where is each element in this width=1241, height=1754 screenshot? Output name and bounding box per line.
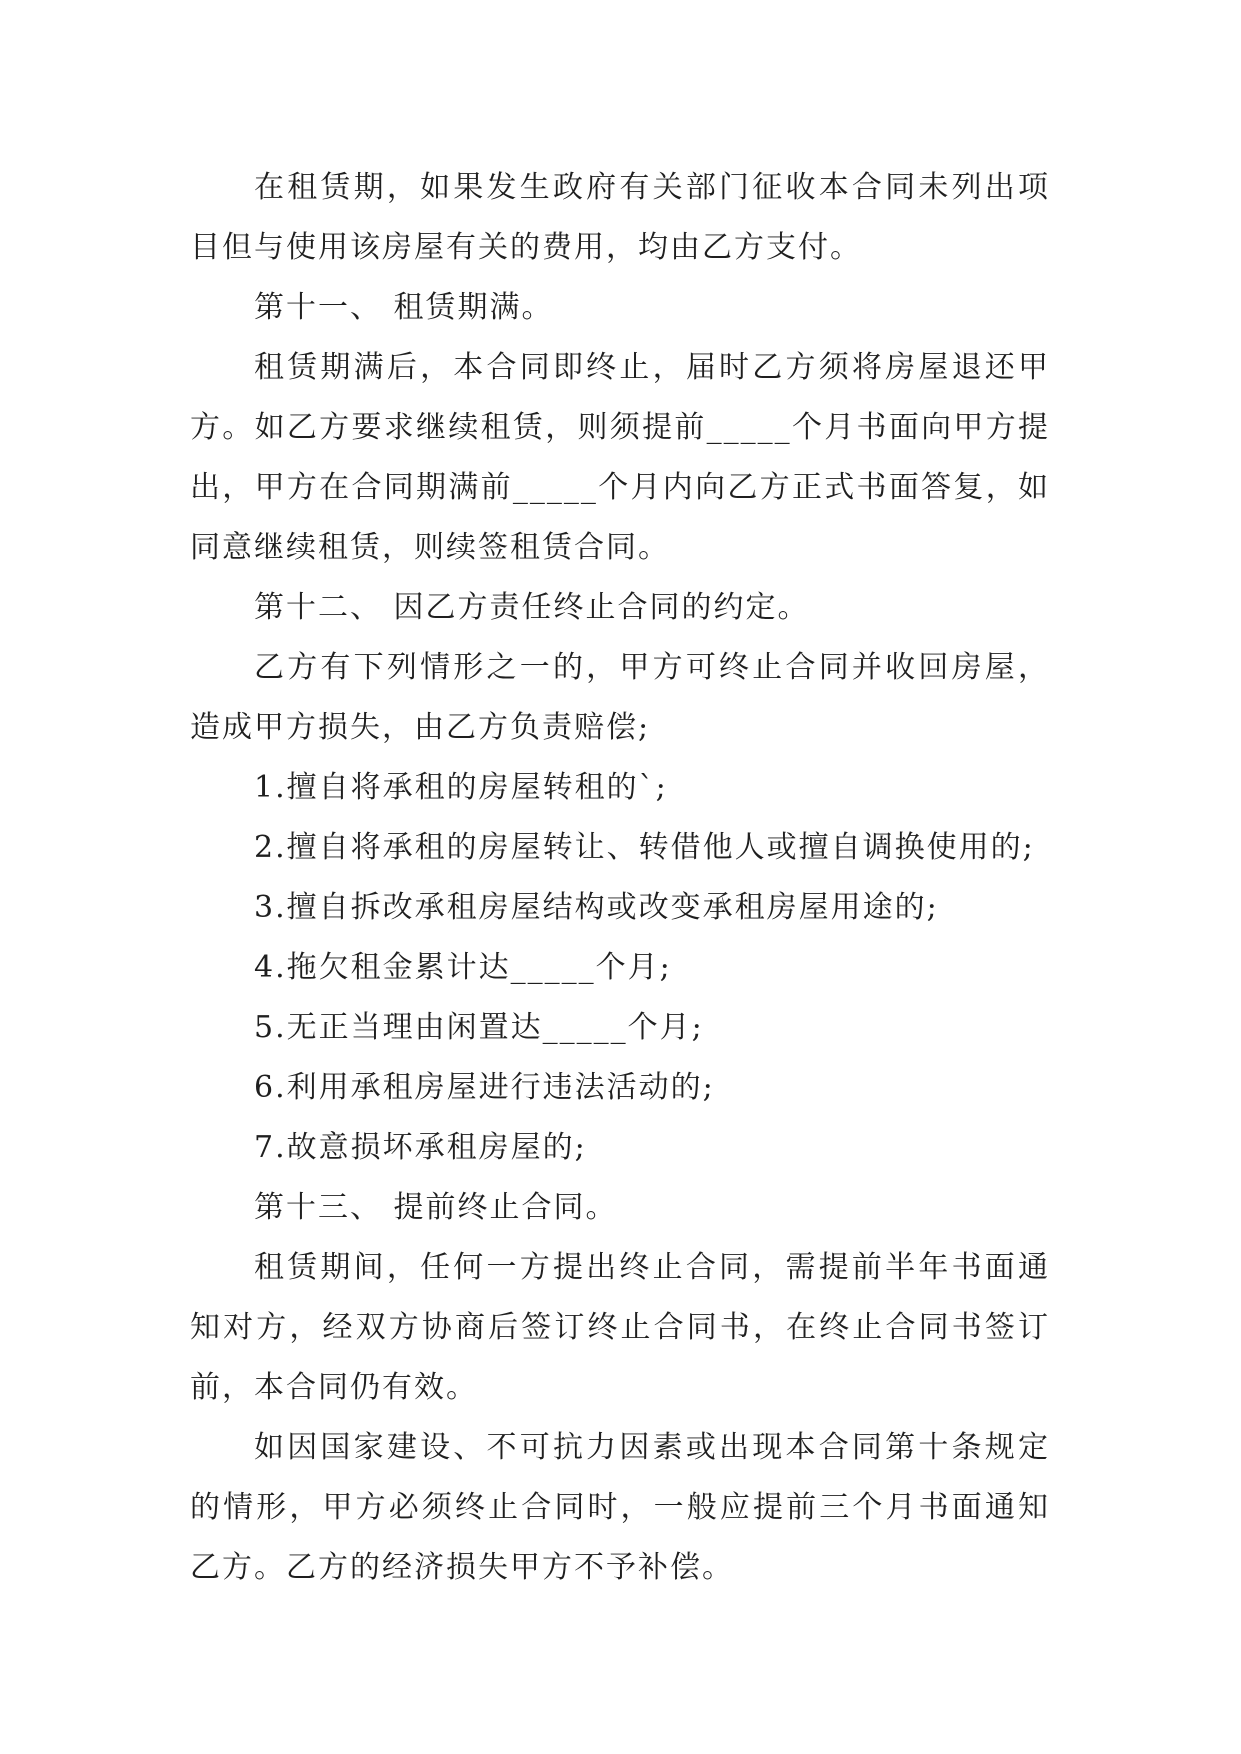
paragraph: 租赁期间，任何一方提出终止合同，需提前半年书面通知对方，经双方协商后签订终止合同书，在终止合同书签订前，本合同仍有效。 (190, 1250, 1050, 1405)
list-item: 6.利用承租房屋进行违法活动的; (254, 1070, 715, 1105)
list-item: 5.无正当理由闲置达_____个月; (254, 1010, 704, 1045)
paragraph: 如因国家建设、不可抗力因素或出现本合同第十条规定的情形，甲方必须终止合同时，一般应提前三个月书面通知乙方。乙方的经济损失甲方不予补偿。 (190, 1430, 1050, 1585)
list-item: 1.擅自将承租的房屋转租的`; (254, 770, 668, 805)
list-item: 4.拖欠租金累计达_____个月; (254, 950, 672, 985)
paragraph: 租赁期满后，本合同即终止，届时乙方须将房屋退还甲方。如乙方要求继续租赁，则须提前_____个月书面向甲方提出，甲方在合同期满前_____个月内向乙方正式书面答复，如同意继续租赁，则续签租赁合同。 (190, 350, 1050, 565)
list-item: 3.擅自拆改承租房屋结构或改变承租房屋用途的; (254, 890, 939, 925)
list-item: 7.故意损坏承租房屋的; (254, 1130, 587, 1165)
list-item: 2.擅自将承租的房屋转让、转借他人或擅自调换使用的; (254, 830, 1035, 865)
paragraph: 在租赁期，如果发生政府有关部门征收本合同未列出项目但与使用该房屋有关的费用，均由乙方支付。 (190, 170, 1050, 265)
section-heading: 第十二、 因乙方责任终止合同的约定。 (254, 590, 810, 625)
section-heading: 第十三、 提前终止合同。 (254, 1190, 618, 1225)
document-body (190, 158, 1050, 1598)
section-heading: 第十一、 租赁期满。 (254, 290, 554, 325)
paragraph: 乙方有下列情形之一的，甲方可终止合同并收回房屋，造成甲方损失，由乙方负责赔偿; (190, 650, 1050, 745)
